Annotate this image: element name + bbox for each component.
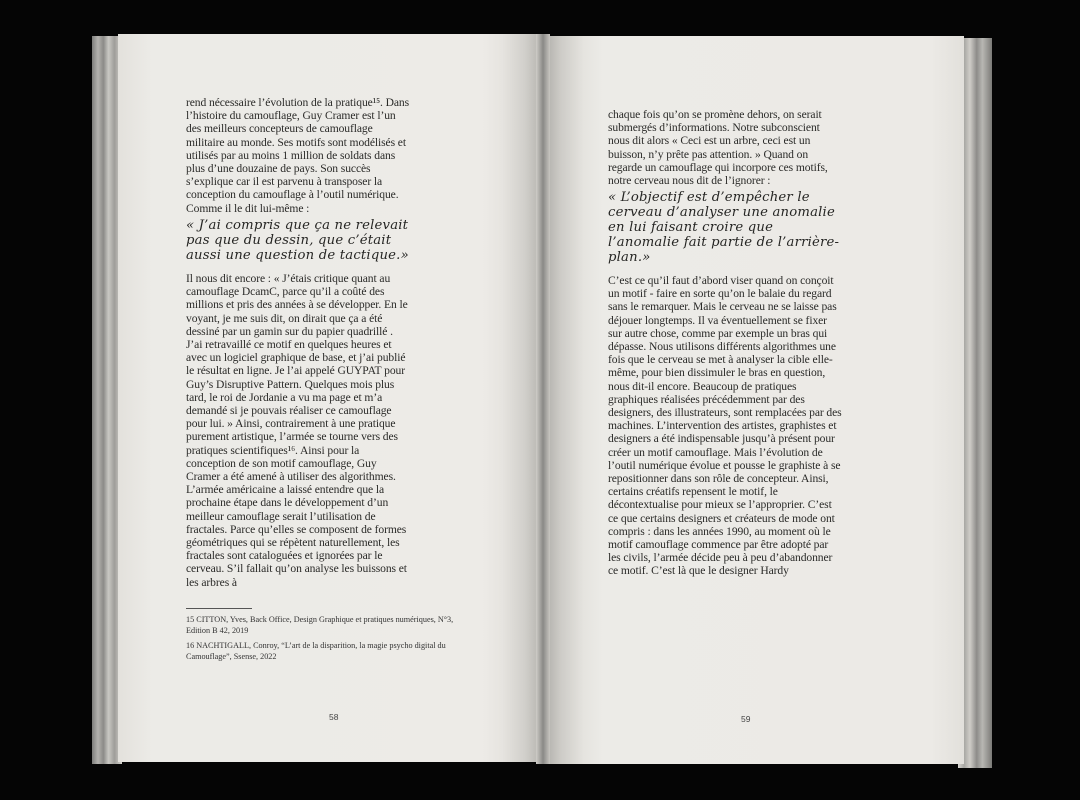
left-pull-quote: « J’ai compris que ça ne relevait pas que du dessin, que c’était aussi une question de tactique.» [186,218,409,263]
footnote-rule [186,608,252,609]
left-paragraph-1: rend nécessaire l’évolution de la pratique¹⁵. Dans l’histoire du camouflage, Guy Cramer est l’un des meilleurs concepteurs de camouflage militaire au monde. Ses motifs sont modélisés et utilisés par au moins 1 million de soldats dans plus d’une douzaine de pays. Son succès s’explique car il est parvenu à transposer la conception du camouflage à l’outil numérique. Comme il le dit lui-même : [186,96,410,215]
right-page [544,36,964,764]
page-number-left: 58 [329,712,339,722]
footnotes [186,614,468,666]
right-pull-quote: « L’objectif est d’empêcher le cerveau d’analyser une anomalie en lui faisant croire que l’anomalie fait partie de l’arrière-plan.» [608,190,840,265]
page-number-right: 59 [741,714,751,724]
footnote-15: 15 CITTON, Yves, Back Office, Design Graphique et pratiques numériques, N°3, Edition B 42, 2019 [186,615,454,635]
right-page-shadow [544,36,584,764]
footnote-16: 16 NACHTIGALL, Conroy, “L’art de la disparition, la magie psycho digital du Camouflage”, Ssense, 2022 [186,641,446,661]
book-gutter [536,34,550,764]
right-paragraph-2: C’est ce qu’il faut d’abord viser quand on conçoit un motif - faire en sorte qu’on le balaie du regard sans le remarquer. Mais le cerveau ne se laisse pas déjouer longtemps. Il va éventuellement se fixer sur autre chose, comme par exemple un bras qui dépasse. Nous utilisons différents algorithmes une fois que le cerveau se met à analyser la cible elle-même, pour bien dissimuler le bras en question, nous dit-il encore. Beaucoup de pratiques graphiques réalisées précédemment par des designers, des illustrateurs, sont remplacées par des machines. L’intervention des artistes, graphistes et designers a été indispensable jusqu’à présent pour créer un motif camouflage. Mais l’évolution de l’outil numérique évolue et pousse le graphiste à se repositionner dans son rôle de concepteur. Ainsi, certains créatifs repensent le motif, le décontextualise pour mieux se l’approprier. C’est ce que certains designers et créateurs de mode ont compris : dans les années 1990, au moment où le motif camouflage commence par être adopté par les civils, l’armée décide peu à peu d’abandonner ce motif. C’est là que le designer Hardy [608,274,842,578]
right-paragraph-1: chaque fois qu’on se promène dehors, on serait submergés d’informations. Notre subconscient nous dit alors « Ceci est un arbre, ceci est un buisson, n’y prête pas attention. » Quand on regarde un camouflage qui incorpore ces motifs, notre cerveau nous dit de l’ignorer : [608,108,828,188]
left-page [118,34,542,762]
left-paragraph-2: Il nous dit encore : « J’étais critique quant au camouflage DcamC, parce qu’il a coûté des millions et pris des années à se développer. En le voyant, je me suis dit, on dirait que ça a été dessiné par un gamin sur du papier quadrillé . J’ai retravaillé ce motif en quelques heures et avec un logiciel graphique de base, et j’ai publié le résultat en ligne. Je l’ai appelé GUYPAT pour Guy’s Disruptive Pattern. Quelques mois plus tard, le roi de Jordanie a vu ma page et m’a demandé si je pouvais réaliser ce camouflage pour lui. » Ainsi, contrairement à une pratique purement artistique, l’armée se tourne vers des pratiques scientifiques¹⁶. Ainsi pour la conception de son motif camouflage, Guy Cramer a été amené à utiliser des algorithmes. L’armée américaine a laissé entendre que la prochaine étape dans le développement d’un meilleur camouflage serait l’utilisation de fractales. Parce qu’elles se composent de formes géométriques qui se répètent naturellement, les fractales sont cataloguées et ignorées par le cerveau. S’il fallait qu’on analyse les buissons et les arbres à [186,272,408,589]
